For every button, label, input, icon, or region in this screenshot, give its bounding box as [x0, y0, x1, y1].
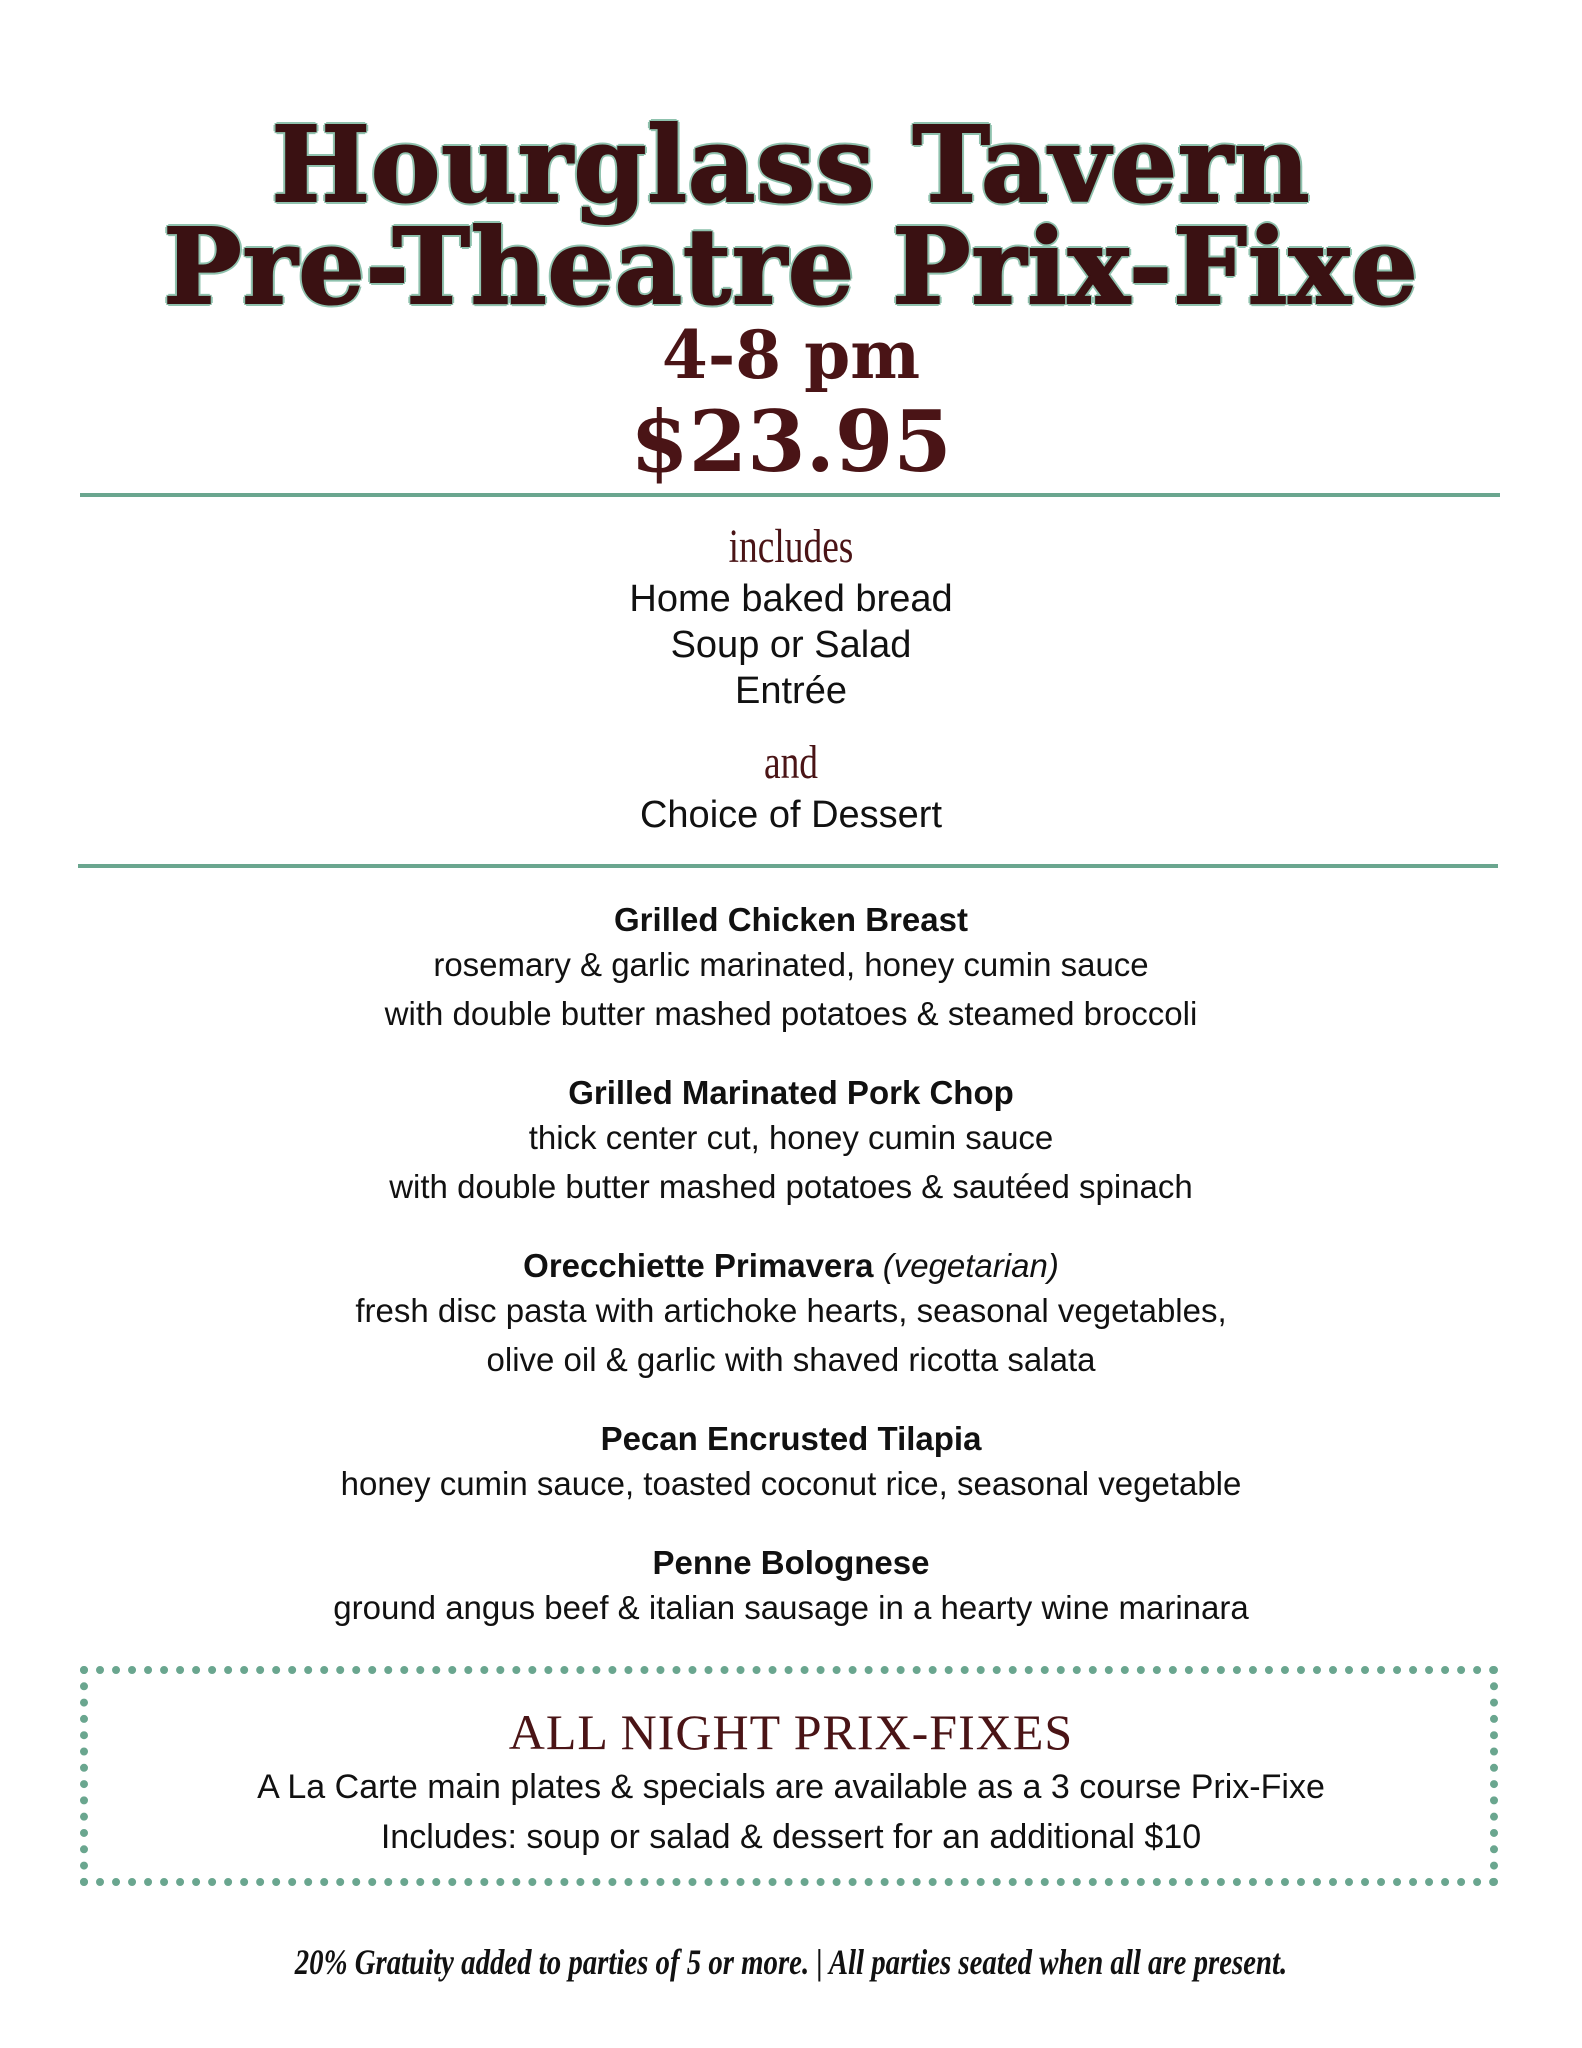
include-item-dessert: Choice of Dessert [639, 794, 942, 836]
dish-description: olive oil & garlic with shaved ricotta salata [486, 1341, 1096, 1378]
include-item: Entrée [735, 670, 847, 712]
dish-name: Pecan Encrusted Tilapia [600, 1420, 982, 1457]
include-item: Home baked bread [629, 578, 953, 620]
includes-label: includes [728, 520, 854, 573]
dish-penne [0, 1543, 1582, 1632]
dish-name: Orecchiette Primavera [523, 1247, 874, 1284]
dish-chicken [0, 900, 1582, 1038]
dish-description: fresh disc pasta with artichoke hearts, seasonal vegetables, [355, 1292, 1227, 1329]
title-line-2: Pre-Theatre Prix-Fixe [163, 205, 1419, 328]
dish-orecchiette [0, 1246, 1582, 1384]
footer-note: 20% Gratuity added to parties of 5 or more. | All parties seated when all are present. [294, 1942, 1288, 1982]
dish-description: with double butter mashed potatoes & sautéed spinach [389, 1168, 1193, 1205]
dish-name: Penne Bolognese [652, 1544, 930, 1581]
service-time: 4-8 pm [661, 316, 921, 394]
title-line-1: Hourglass Tavern [271, 103, 1311, 226]
dish-description: rosemary & garlic marinated, honey cumin sauce [433, 946, 1149, 983]
all-night-line-2: Includes: soup or salad & dessert for an additional $10 [380, 1818, 1202, 1856]
dish-name-with-tag [0, 1246, 1582, 1286]
includes-list [0, 576, 1582, 714]
price: $23.95 [630, 392, 952, 491]
and-label: and [763, 736, 819, 789]
dish-tilapia [0, 1419, 1582, 1508]
dish-description: honey cumin sauce, toasted coconut rice, seasonal vegetable [340, 1465, 1242, 1502]
dish-description: ground angus beef & italian sausage in a hearty wine marinara [333, 1589, 1249, 1626]
all-night-line-1: A La Carte main plates & specials are available as a 3 course Prix-Fixe [257, 1768, 1325, 1806]
include-item: Soup or Salad [670, 624, 912, 666]
dish-name: Grilled Chicken Breast [614, 901, 968, 938]
dish-pork-chop [0, 1073, 1582, 1211]
dish-description: thick center cut, honey cumin sauce [528, 1119, 1054, 1156]
divider-top [80, 493, 1500, 497]
dish-description: with double butter mashed potatoes & steamed broccoli [384, 995, 1198, 1032]
dish-name: Grilled Marinated Pork Chop [568, 1074, 1014, 1111]
all-night-title: ALL NIGHT PRIX-FIXES [508, 1704, 1074, 1760]
divider-middle [78, 864, 1498, 868]
dish-tag: (vegetarian) [882, 1247, 1059, 1284]
